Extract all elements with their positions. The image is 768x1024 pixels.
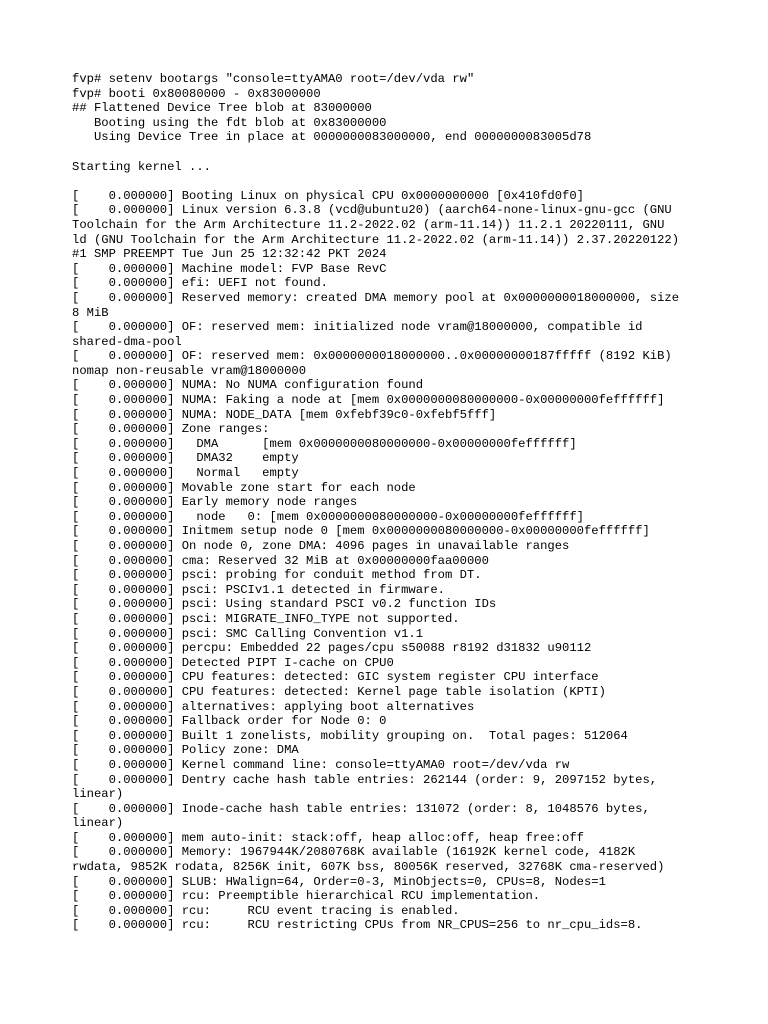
log-line: linear): [72, 787, 124, 802]
log-line: fvp# booti 0x80080000 - 0x83000000: [72, 86, 321, 101]
log-line: [ 0.000000] Policy zone: DMA: [72, 743, 299, 758]
log-line: [ 0.000000] mem auto-init: stack:off, heap alloc:off, heap free:off: [72, 830, 584, 845]
console-log: [72, 72, 692, 933]
log-line: ## Flattened Device Tree blob at 83000000: [72, 101, 372, 116]
log-line: [ 0.000000] Early memory node ranges: [72, 495, 358, 510]
log-line: [ 0.000000] NUMA: Faking a node at [mem 0x0000000080000000-0x00000000feffffff]: [72, 393, 665, 408]
log-line: [ 0.000000] CPU features: detected: Kernel page table isolation (KPTI): [72, 684, 606, 699]
blank-line: [72, 174, 692, 189]
log-line: [ 0.000000] rcu: Preemptible hierarchical RCU implementation.: [72, 889, 541, 904]
log-line: [ 0.000000] rcu: RCU restricting CPUs from NR_CPUS=256 to nr_cpu_ids=8.: [72, 918, 643, 933]
log-line: [ 0.000000] psci: Using standard PSCI v0.2 function IDs: [72, 597, 497, 612]
log-line: [ 0.000000] Kernel command line: console=ttyAMA0 root=/dev/vda rw: [72, 757, 570, 772]
log-line: [ 0.000000] rcu: RCU event tracing is enabled.: [72, 903, 460, 918]
log-line: [ 0.000000] Linux version 6.3.8 (vcd@ubuntu20) (aarch64-none-linux-gnu-gcc (GNU: [72, 203, 672, 218]
log-line: [ 0.000000] psci: PSCIv1.1 detected in firmware.: [72, 582, 445, 597]
log-line: [ 0.000000] Booting Linux on physical CPU 0x0000000000 [0x410fd0f0]: [72, 188, 584, 203]
log-line: [ 0.000000] Movable zone start for each node: [72, 480, 416, 495]
log-line: Toolchain for the Arm Architecture 11.2-2022.02 (arm-11.14)) 11.2.1 20220111, GNU: [72, 217, 665, 232]
log-line: [ 0.000000] cma: Reserved 32 MiB at 0x00000000faa00000: [72, 553, 489, 568]
log-line: [ 0.000000] CPU features: detected: GIC system register CPU interface: [72, 670, 599, 685]
log-line: [ 0.000000] percpu: Embedded 22 pages/cpu s50088 r8192 d31832 u90112: [72, 641, 592, 656]
log-line: [ 0.000000] Initmem setup node 0 [mem 0x0000000080000000-0x00000000feffffff]: [72, 524, 650, 539]
log-line: 8 MiB: [72, 305, 109, 320]
log-line: [ 0.000000] alternatives: applying boot alternatives: [72, 699, 475, 714]
log-line: [ 0.000000] OF: reserved mem: initialized node vram@18000000, compatible id: [72, 320, 643, 335]
log-line: Booting using the fdt blob at 0x83000000: [72, 115, 387, 130]
log-line: [ 0.000000] Machine model: FVP Base RevC: [72, 261, 387, 276]
log-line: [ 0.000000] Normal empty: [72, 466, 299, 481]
log-line: [ 0.000000] SLUB: HWalign=64, Order=0-3, MinObjects=0, CPUs=8, Nodes=1: [72, 874, 606, 889]
blank-line: [72, 145, 692, 160]
log-line: nomap non-reusable vram@18000000: [72, 363, 307, 378]
log-line: shared-dma-pool: [72, 334, 182, 349]
log-line: [ 0.000000] DMA32 empty: [72, 451, 299, 466]
log-line: [ 0.000000] psci: probing for conduit method from DT.: [72, 568, 482, 583]
log-line: [ 0.000000] DMA [mem 0x0000000080000000-0x00000000feffffff]: [72, 436, 577, 451]
log-line: rwdata, 9852K rodata, 8256K init, 607K bss, 80056K reserved, 32768K cma-reserved): [72, 860, 665, 875]
log-line: [ 0.000000] OF: reserved mem: 0x0000000018000000..0x00000000187fffff (8192 KiB): [72, 349, 672, 364]
log-line: [ 0.000000] NUMA: No NUMA configuration found: [72, 378, 424, 393]
log-line: [ 0.000000] Memory: 1967944K/2080768K available (16192K kernel code, 4182K: [72, 845, 636, 860]
log-line: ld (GNU Toolchain for the Arm Architecture 11.2-2022.02 (arm-11.14)) 2.37.20220122): [72, 232, 680, 247]
log-line: [ 0.000000] Detected PIPT I-cache on CPU0: [72, 655, 394, 670]
log-line: [ 0.000000] Dentry cache hash table entries: 262144 (order: 9, 2097152 bytes,: [72, 772, 658, 787]
log-line: [ 0.000000] psci: SMC Calling Convention v1.1: [72, 626, 424, 641]
log-line: Using Device Tree in place at 0000000083000000, end 0000000083005d78: [72, 130, 592, 145]
log-line: Starting kernel ...: [72, 159, 211, 174]
log-line: [ 0.000000] node 0: [mem 0x0000000080000000-0x00000000feffffff]: [72, 509, 584, 524]
log-line: fvp# setenv bootargs "console=ttyAMA0 root=/dev/vda rw": [72, 72, 475, 86]
log-line: [ 0.000000] Reserved memory: created DMA memory pool at 0x0000000018000000, size: [72, 290, 680, 305]
log-line: [ 0.000000] Fallback order for Node 0: 0: [72, 714, 387, 729]
log-line: [ 0.000000] psci: MIGRATE_INFO_TYPE not supported.: [72, 611, 460, 626]
log-line: [ 0.000000] Built 1 zonelists, mobility grouping on. Total pages: 512064: [72, 728, 628, 743]
log-line: [ 0.000000] NUMA: NODE_DATA [mem 0xfebf39c0-0xfebf5fff]: [72, 407, 497, 422]
log-line: [ 0.000000] Zone ranges:: [72, 422, 270, 437]
log-line: [ 0.000000] On node 0, zone DMA: 4096 pages in unavailable ranges: [72, 539, 570, 553]
log-line: [ 0.000000] Inode-cache hash table entries: 131072 (order: 8, 1048576 bytes,: [72, 801, 650, 816]
log-line: [ 0.000000] efi: UEFI not found.: [72, 276, 328, 291]
log-line: #1 SMP PREEMPT Tue Jun 25 12:32:42 PKT 2024: [72, 247, 387, 262]
log-line: linear): [72, 816, 124, 831]
